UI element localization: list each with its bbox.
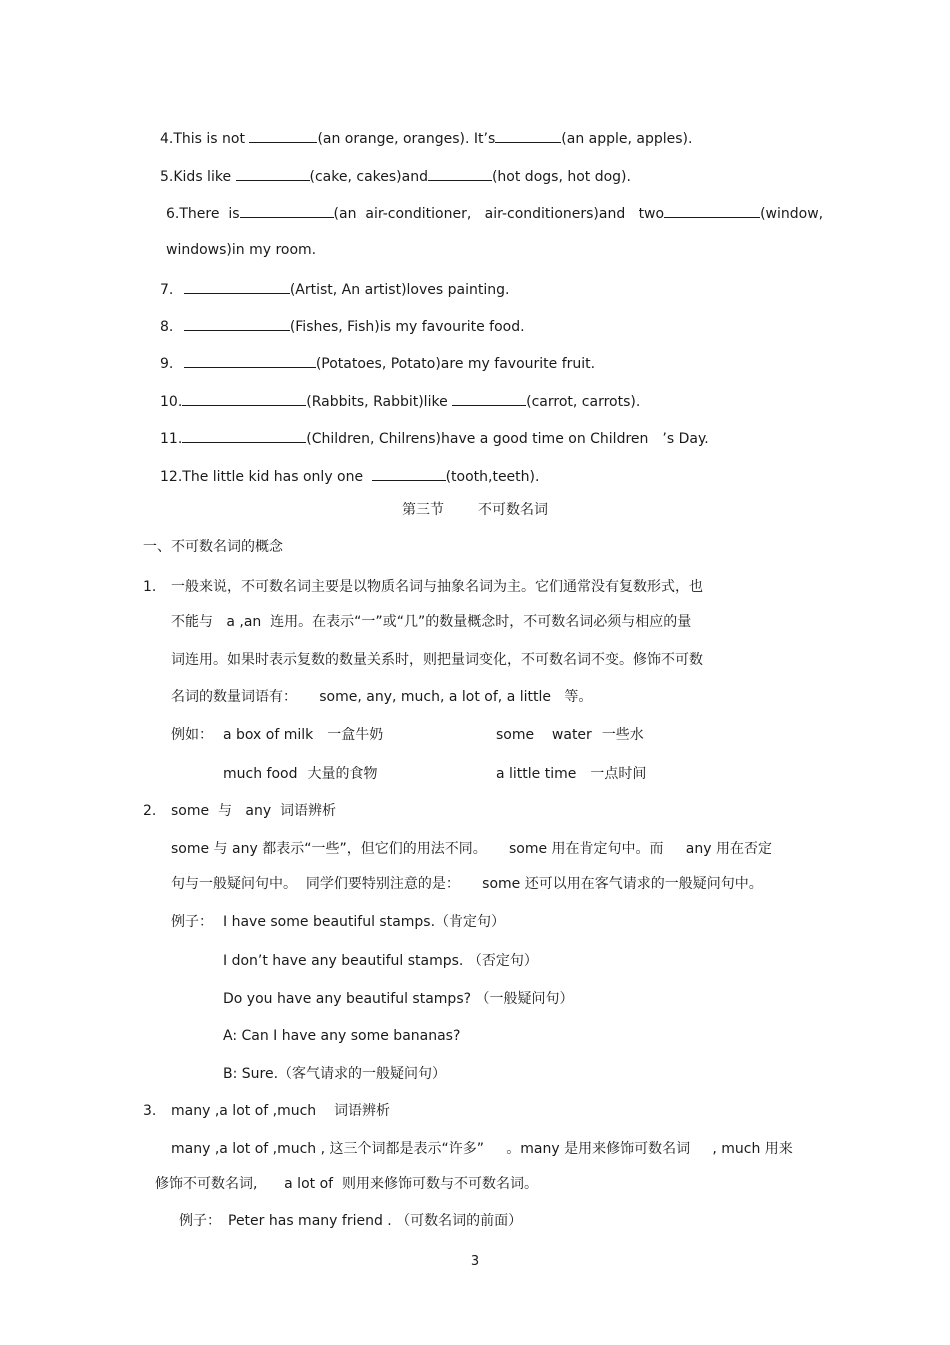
exercise-options: (cake, cakes)and xyxy=(309,169,428,185)
item-2-title: some 与 any 词语辨析 xyxy=(171,803,336,819)
item-2-line: 句与一般疑问句中。 同学们要特别注意的是： some 还可以用在客气请求的一般疑问句中。 xyxy=(171,876,763,892)
example-item xyxy=(496,765,646,783)
example-zh: 一些水 xyxy=(601,727,644,743)
example-sentence: Do you have any beautiful stamps? （一般疑问句） xyxy=(223,991,574,1007)
item-1-line: 词连用。如果时表示复数的数量关系时，则把量词变化，不可数名词不变。修饰不可数 xyxy=(171,652,703,668)
item-2-line: some 与 any 都表示“一些”，但它们的用法不同。 some 用在肯定句中。而 any 用在否定 xyxy=(171,841,772,857)
exercise-options: (Artist, An artist)loves painting. xyxy=(289,282,510,298)
example-sentence: I don’t have any beautiful stamps. （否定句） xyxy=(223,953,538,969)
answer-blank[interactable] xyxy=(372,466,446,481)
item-3-line: many ,a lot of ,much , 这三个词都是表示“许多” 。many 是用来修饰可数名词 , much 用来 xyxy=(171,1141,793,1157)
exercise-text: 4.This is not xyxy=(160,131,250,147)
answer-blank[interactable] xyxy=(495,128,561,143)
answer-blank[interactable] xyxy=(664,203,760,218)
concept-heading: 一、不可数名词的概念 xyxy=(143,539,283,555)
exercise-options: (Fishes, Fish)is my favourite food. xyxy=(289,319,525,335)
exercise-7 xyxy=(160,279,509,299)
exercise-options: (an apple, apples). xyxy=(561,131,693,147)
example-label: 例子： xyxy=(179,1213,221,1229)
exercise-options: (tooth,teeth). xyxy=(445,469,540,485)
example-label: 例子： xyxy=(171,914,213,930)
item-3-line: 修饰不可数名词, a lot of 则用来修饰可数与不可数名词。 xyxy=(155,1176,538,1192)
example-sentence: B: Sure.（客气请求的一般疑问句） xyxy=(223,1066,447,1082)
exercise-6-continued: windows)in my room. xyxy=(166,242,317,258)
exercise-10 xyxy=(160,391,640,411)
exercise-options: (carrot, carrots). xyxy=(526,394,641,410)
exercise-options: (an air-conditioner, air-conditioners)and two xyxy=(333,206,665,222)
exercise-8 xyxy=(160,316,525,336)
example-zh: 一点时间 xyxy=(590,766,647,782)
example-item xyxy=(496,726,644,744)
answer-blank[interactable] xyxy=(249,128,317,143)
answer-blank[interactable] xyxy=(236,166,310,181)
exercise-text: 7. xyxy=(160,282,178,298)
exercise-text: 11. xyxy=(160,431,183,447)
exercise-options: (Potatoes, Potato)are my favourite fruit. xyxy=(315,356,596,372)
section-number: 第三节 xyxy=(402,502,444,518)
example-zh: 大量的食物 xyxy=(307,766,378,782)
exercise-options: (Children, Chilrens)have a good time on Children xyxy=(306,431,649,447)
item-3-number: 3. xyxy=(143,1103,157,1119)
exercise-text: 10. xyxy=(160,394,183,410)
exercise-text: 5.Kids like xyxy=(160,169,236,185)
answer-blank[interactable] xyxy=(184,279,290,294)
section-name: 不可数名词 xyxy=(478,502,548,518)
example-zh: 一盒牛奶 xyxy=(327,727,384,743)
answer-blank[interactable] xyxy=(240,203,334,218)
example-label: 例如： xyxy=(171,727,213,743)
page-number: 3 xyxy=(470,1254,480,1269)
exercise-options: ’s Day. xyxy=(662,431,709,447)
item-3-title: many ,a lot of ,much 词语辨析 xyxy=(171,1103,390,1119)
exercise-options: (an orange, oranges). It’s xyxy=(317,131,496,147)
answer-blank[interactable] xyxy=(184,353,316,368)
example-sentence: I have some beautiful stamps.（肯定句） xyxy=(223,914,506,930)
exercise-5 xyxy=(160,166,631,186)
example-en: much food xyxy=(223,766,298,782)
exercise-text: 9. xyxy=(160,356,178,372)
item-1-line: 一般来说，不可数名词主要是以物质名词与抽象名词为主。它们通常没有复数形式，也 xyxy=(171,579,703,595)
answer-blank[interactable] xyxy=(428,166,492,181)
exercise-options: (hot dogs, hot dog). xyxy=(491,169,631,185)
item-2-number: 2. xyxy=(143,803,157,819)
item-1-line: 不能与 a ,an 连用。在表示“一”或“几”的数量概念时，不可数名词必须与相应的量 xyxy=(171,614,692,630)
exercise-text: 8. xyxy=(160,319,178,335)
exercise-options: (window, xyxy=(760,206,824,222)
exercise-options: (Rabbits, Rabbit)like xyxy=(306,394,453,410)
exercise-text: 12.The little kid has only one xyxy=(160,469,368,485)
exercise-12 xyxy=(160,466,539,486)
item-1-line: 名词的数量词语有： some, any, much, a lot of, a little 等。 xyxy=(171,689,593,705)
example-sentence: Peter has many friend . （可数名词的前面） xyxy=(228,1213,523,1229)
section-title xyxy=(0,501,950,519)
example-item xyxy=(223,726,383,744)
example-en: a box of milk xyxy=(223,727,314,743)
exercise-6 xyxy=(166,203,823,223)
answer-blank[interactable] xyxy=(452,391,526,406)
exercise-9 xyxy=(160,353,595,373)
example-sentence: A: Can I have any some bananas? xyxy=(223,1028,461,1044)
answer-blank[interactable] xyxy=(184,316,290,331)
exercise-11 xyxy=(160,428,709,448)
exercise-4 xyxy=(160,128,692,148)
answer-blank[interactable] xyxy=(182,428,306,443)
item-1-number: 1. xyxy=(143,579,157,595)
answer-blank[interactable] xyxy=(182,391,306,406)
example-item xyxy=(223,765,377,783)
exercise-text: 6.There is xyxy=(166,206,240,222)
example-en: a little time xyxy=(496,766,577,782)
example-en: some water xyxy=(496,727,592,743)
